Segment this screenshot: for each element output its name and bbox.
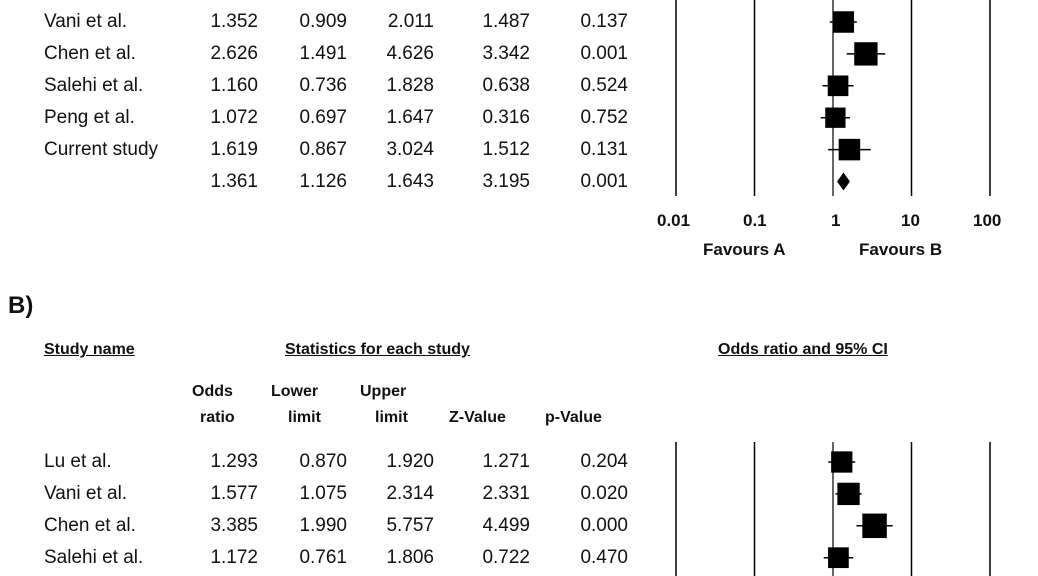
study-marker xyxy=(833,11,854,32)
stat-lower: 1.990 xyxy=(299,514,347,536)
stat-p: 0.752 xyxy=(580,106,628,128)
stat-lower: 1.491 xyxy=(299,42,347,64)
study-name: Vani et al. xyxy=(44,11,128,32)
stat-or: 1.293 xyxy=(210,451,258,472)
axis-tick-label: 0.1 xyxy=(743,211,767,230)
study-name: Lu et al. xyxy=(44,451,112,472)
study-marker xyxy=(831,451,852,472)
stat-lower: 0.909 xyxy=(299,11,347,32)
stat-z: 0.316 xyxy=(482,106,530,128)
header-z-value: Z-Value xyxy=(449,409,506,426)
study-marker xyxy=(825,108,845,128)
study-marker xyxy=(828,75,849,96)
stat-lower: 1.075 xyxy=(299,482,347,504)
stat-upper: 1.806 xyxy=(386,546,434,568)
header-p-value: p-Value xyxy=(545,409,602,426)
stat-p: 0.470 xyxy=(580,546,628,568)
header-study-name: Study name xyxy=(44,341,135,358)
stat-z: 0.722 xyxy=(482,546,530,568)
stat-upper: 5.757 xyxy=(386,514,434,536)
study-name: Peng et al. xyxy=(44,106,135,128)
stat-p: 0.204 xyxy=(580,451,628,472)
stat-or: 1.361 xyxy=(210,170,258,192)
stat-upper: 1.828 xyxy=(386,74,434,96)
stat-upper: 1.647 xyxy=(386,106,434,128)
favours-b-label: Favours B xyxy=(859,240,943,259)
stat-or: 1.619 xyxy=(210,138,258,160)
study-name: Salehi et al. xyxy=(44,546,144,568)
study-name: Chen et al. xyxy=(44,42,136,64)
stat-lower: 0.867 xyxy=(299,138,347,160)
study-marker xyxy=(839,139,861,161)
header-lower-limit: Lower xyxy=(271,383,319,400)
stat-p: 0.131 xyxy=(580,138,628,160)
stat-upper: 1.643 xyxy=(386,170,434,192)
stat-or: 1.352 xyxy=(210,11,258,32)
stat-lower: 0.736 xyxy=(299,74,347,96)
header-upper-limit: limit xyxy=(375,409,408,426)
study-name: Salehi et al. xyxy=(44,74,144,96)
stat-upper: 2.314 xyxy=(386,482,434,504)
stat-p: 0.020 xyxy=(580,482,628,504)
stat-or: 1.072 xyxy=(210,106,258,128)
stat-or: 3.385 xyxy=(210,514,258,536)
stat-p: 0.137 xyxy=(580,11,628,32)
study-marker xyxy=(828,547,849,568)
header-odds-ratio: Odds xyxy=(192,383,233,400)
stat-upper: 4.626 xyxy=(386,42,434,64)
stat-or: 2.626 xyxy=(210,42,258,64)
study-name: Current study xyxy=(44,138,159,160)
stat-z: 4.499 xyxy=(482,514,530,536)
axis-tick-label: 0.01 xyxy=(657,211,691,230)
study-name: Chen et al. xyxy=(44,514,136,536)
stat-lower: 0.697 xyxy=(299,106,347,128)
stat-or: 1.172 xyxy=(210,546,258,568)
stat-lower: 0.761 xyxy=(299,546,347,568)
stat-upper: 2.011 xyxy=(387,11,434,32)
stat-lower: 1.126 xyxy=(299,170,347,192)
stat-p: 0.524 xyxy=(580,74,628,96)
stat-upper: 1.920 xyxy=(386,451,434,472)
favours-a-label: Favours A xyxy=(703,240,786,259)
stat-upper: 3.024 xyxy=(386,138,434,160)
stat-z: 1.512 xyxy=(482,138,530,160)
stat-lower: 0.870 xyxy=(299,451,347,472)
stat-z: 0.638 xyxy=(482,74,530,96)
stat-p: 0.001 xyxy=(580,170,628,192)
stat-z: 3.195 xyxy=(482,170,530,192)
header-ci-title: Odds ratio and 95% CI xyxy=(718,341,888,358)
study-name: Vani et al. xyxy=(44,482,128,504)
stat-or: 1.160 xyxy=(210,74,258,96)
study-marker xyxy=(862,514,886,538)
pooled-diamond xyxy=(837,173,850,191)
stat-p: 0.000 xyxy=(580,514,628,536)
axis-tick-label: 1 xyxy=(831,211,841,230)
header-upper-limit: Upper xyxy=(360,383,407,400)
stat-p: 0.001 xyxy=(580,42,628,64)
stat-z: 1.271 xyxy=(482,451,530,472)
header-odds-ratio: ratio xyxy=(200,409,235,426)
study-marker xyxy=(854,42,877,65)
axis-tick-label: 10 xyxy=(901,211,920,230)
stat-z: 1.487 xyxy=(482,11,530,32)
study-marker xyxy=(837,483,859,505)
stat-z: 2.331 xyxy=(482,482,530,504)
stat-z: 3.342 xyxy=(482,42,530,64)
header-lower-limit: limit xyxy=(288,409,321,426)
panel-label: B) xyxy=(8,292,34,319)
header-statistics: Statistics for each study xyxy=(285,341,470,358)
axis-tick-label: 100 xyxy=(973,211,1002,230)
stat-or: 1.577 xyxy=(210,482,258,504)
